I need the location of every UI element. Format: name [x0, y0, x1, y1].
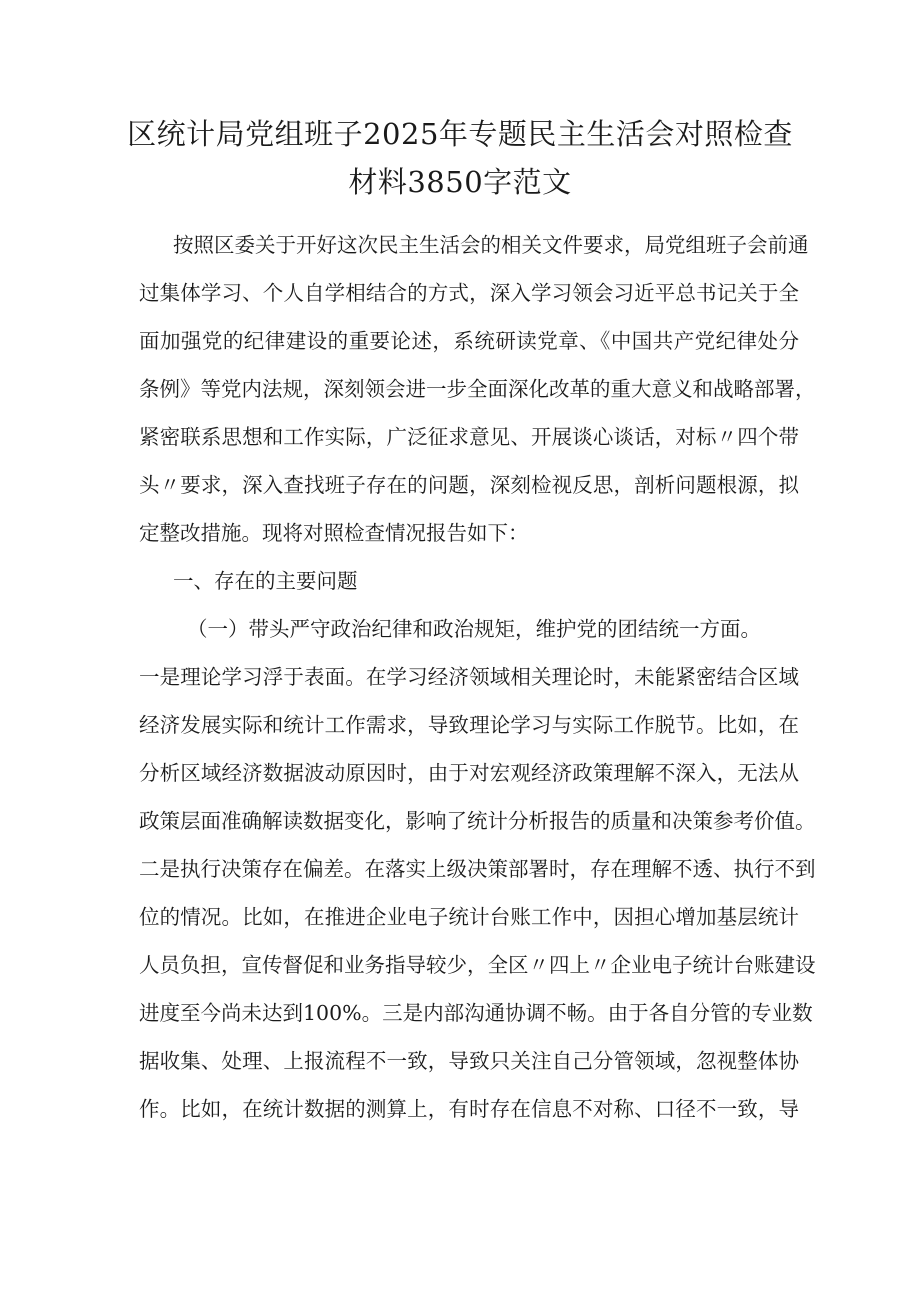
paragraph-line: 经济发展实际和统计工作需求，导致理论学习与实际工作脱节。比如，在	[139, 713, 799, 737]
paragraph-line: 据收集、处理、上报流程不一致，导致只关注自己分管领域，忽视整体协	[139, 1049, 799, 1073]
paragraph-line: 分析区域经济数据波动原因时，由于对宏观经济政策理解不深入，无法从	[139, 761, 799, 785]
paragraph-line: 作。比如，在统计数据的测算上，有时存在信息不对称、口径不一致，导	[139, 1097, 799, 1121]
section-heading: 一、存在的主要问题	[173, 569, 358, 593]
paragraph-line: 位的情况。比如，在推进企业电子统计台账工作中，因担心增加基层统计	[139, 905, 799, 929]
paragraph-line: 面加强党的纪律建设的重要论述，系统研读党章、《中国共产党纪律处分	[139, 329, 799, 353]
paragraph-line: 一是理论学习浮于表面。在学习经济领域相关理论时，未能紧密结合区域	[139, 665, 799, 689]
paragraph-line: 按照区委关于开好这次民主生活会的相关文件要求，局党组班子会前通	[173, 233, 809, 257]
document-title-line-1: 区统计局党组班子2025年专题民主生活会对照检查	[127, 117, 793, 151]
paragraph-line: 条例》等党内法规，深刻领会进一步全面深化改革的重大意义和战略部署，	[139, 377, 816, 401]
paragraph-line: 进度至今尚未达到100%。三是内部沟通协调不畅。由于各自分管的专业数	[139, 1001, 813, 1025]
paragraph-line: 政策层面准确解读数据变化，影响了统计分析报告的质量和决策参考价值。	[139, 809, 816, 833]
document-title-line-2: 材料3850字范文	[348, 165, 572, 199]
paragraph-line: 二是执行决策存在偏差。在落实上级决策部署时，存在理解不透、执行不到	[139, 857, 816, 881]
paragraph-line: 紧密联系思想和工作实际，广泛征求意见、开展谈心谈话，对标〃四个带	[139, 425, 799, 449]
paragraph-line: 定整改措施。现将对照检查情况报告如下：	[139, 521, 529, 545]
paragraph-line: 头〃要求，深入查找班子存在的问题，深刻检视反思，剖析问题根源，拟	[139, 473, 799, 497]
paragraph-line: 过集体学习、个人自学相结合的方式，深入学习领会习近平总书记关于全	[139, 281, 799, 305]
subsection-heading: （一）带头严守政治纪律和政治规矩，维护党的团结统一方面。	[187, 617, 761, 641]
paragraph-line: 人员负担，宣传督促和业务指导较少，全区〃四上〃企业电子统计台账建设	[139, 953, 816, 977]
